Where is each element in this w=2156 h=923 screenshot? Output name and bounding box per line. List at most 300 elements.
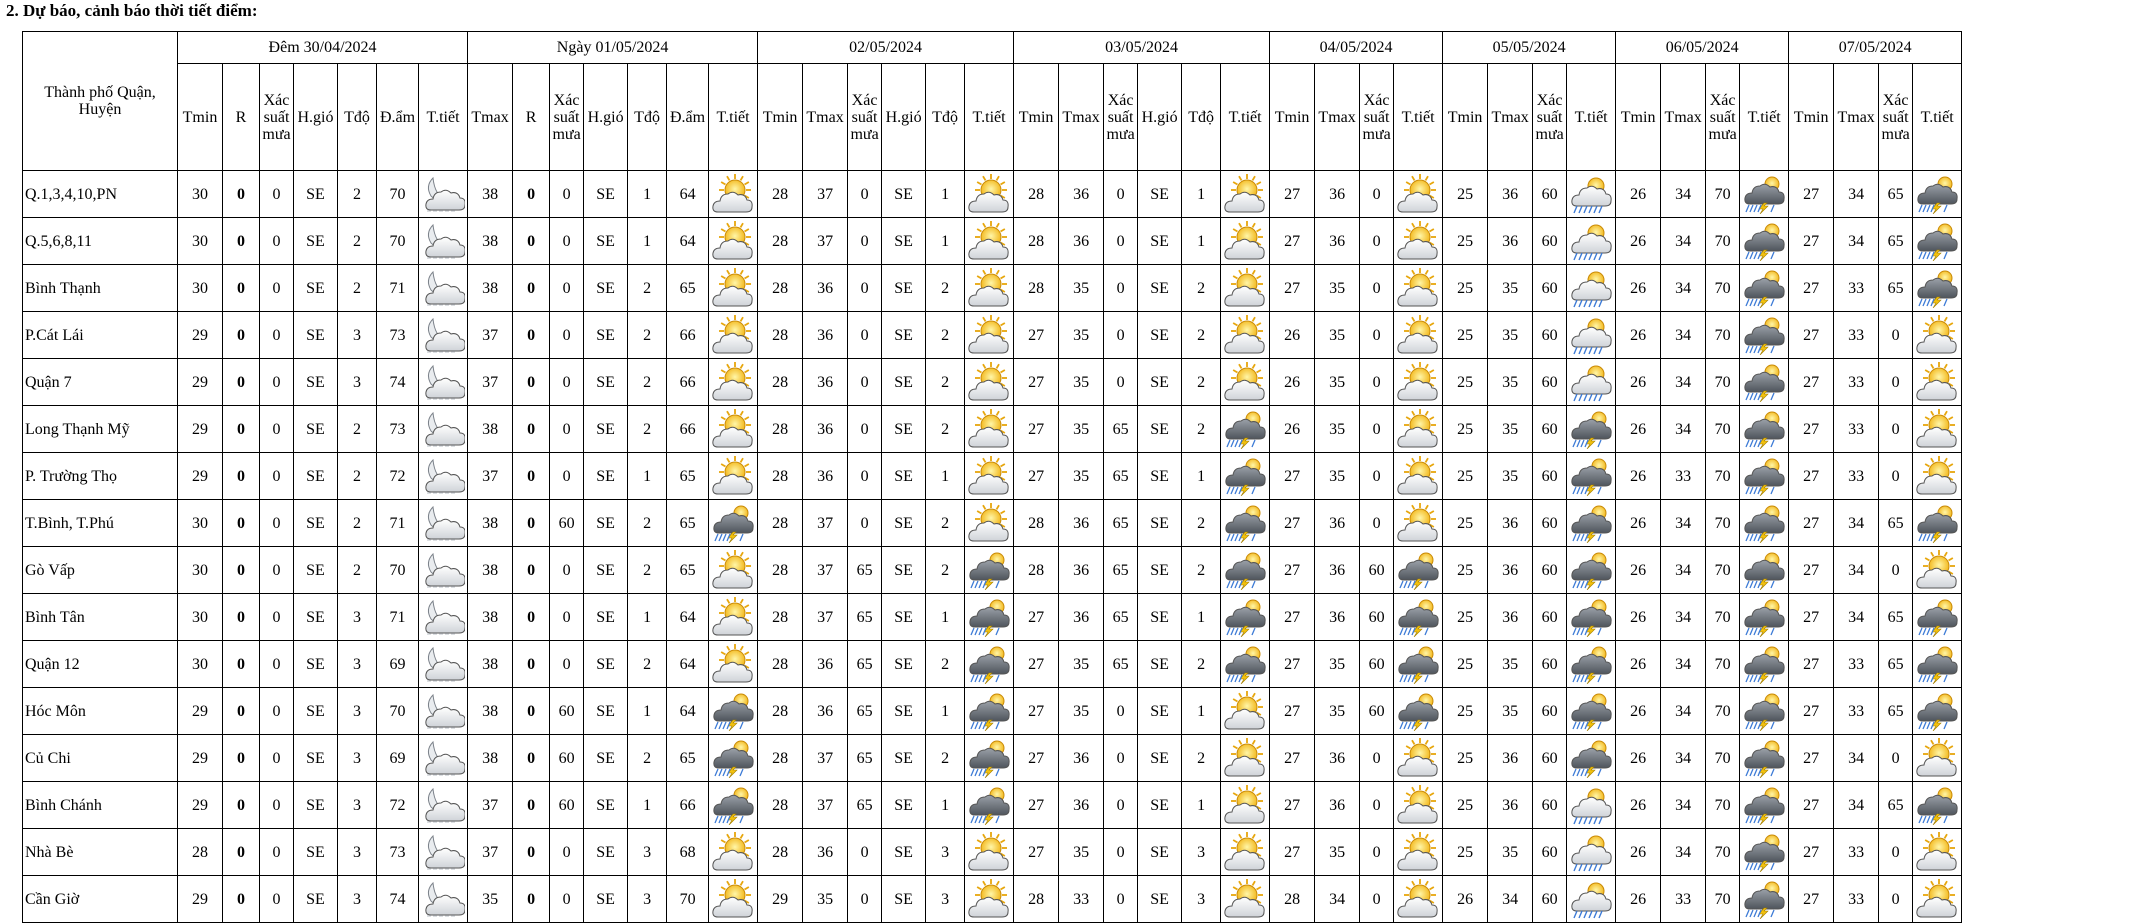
value-cell: 65 <box>667 453 709 500</box>
value-cell: 0 <box>513 359 550 406</box>
value-cell: 26 <box>1616 829 1661 876</box>
value-cell: 60 <box>1533 876 1567 923</box>
value-cell: 26 <box>1616 547 1661 594</box>
value-cell: 0 <box>848 500 882 547</box>
weather-icon-cell <box>1567 218 1616 265</box>
value-cell: 25 <box>1443 406 1488 453</box>
date-group-header: 06/05/2024 <box>1616 32 1789 64</box>
weather-icon-cell <box>709 641 758 688</box>
value-cell: 2 <box>628 312 667 359</box>
value-cell: SE <box>1138 688 1182 735</box>
table-row <box>23 829 1962 876</box>
value-cell: 28 <box>758 782 803 829</box>
value-cell: 0 <box>848 265 882 312</box>
value-cell: 36 <box>1059 500 1104 547</box>
night-cloudy-icon <box>421 691 465 731</box>
column-header: Tmax <box>1661 64 1706 171</box>
value-cell: 28 <box>1270 876 1315 923</box>
value-cell: 34 <box>1661 500 1706 547</box>
value-cell: 29 <box>178 688 223 735</box>
sunny-cloudy-icon <box>967 268 1011 308</box>
rain-shower-icon <box>1569 174 1613 214</box>
value-cell: 65 <box>1879 500 1913 547</box>
value-cell: 70 <box>377 171 419 218</box>
value-cell: 60 <box>1360 688 1394 735</box>
thunderstorm-icon <box>1223 644 1267 684</box>
value-cell: 2 <box>338 218 377 265</box>
value-cell: SE <box>584 829 628 876</box>
value-cell: 33 <box>1834 265 1879 312</box>
value-cell: 0 <box>1104 359 1138 406</box>
value-cell: 0 <box>513 735 550 782</box>
value-cell: 27 <box>1789 171 1834 218</box>
value-cell: 60 <box>1533 829 1567 876</box>
value-cell: 0 <box>260 218 294 265</box>
value-cell: 26 <box>1616 876 1661 923</box>
value-cell: 36 <box>1315 500 1360 547</box>
value-cell: 34 <box>1661 547 1706 594</box>
value-cell: 0 <box>260 406 294 453</box>
value-cell: 60 <box>1533 265 1567 312</box>
value-cell: SE <box>584 265 628 312</box>
value-cell: 28 <box>758 312 803 359</box>
place-name: Bình Chánh <box>23 782 178 829</box>
value-cell: SE <box>294 641 338 688</box>
value-cell: 0 <box>550 641 584 688</box>
weather-icon-cell <box>1913 500 1962 547</box>
value-cell: 28 <box>758 171 803 218</box>
value-cell: 65 <box>1104 500 1138 547</box>
sunny-cloudy-icon <box>711 174 755 214</box>
value-cell: SE <box>1138 547 1182 594</box>
weather-icon-cell <box>709 876 758 923</box>
value-cell: 3 <box>338 312 377 359</box>
sunny-cloudy-icon <box>1396 409 1440 449</box>
weather-icon-cell <box>1567 406 1616 453</box>
value-cell: 0 <box>1104 876 1138 923</box>
value-cell: 36 <box>1488 547 1533 594</box>
value-cell: 2 <box>628 406 667 453</box>
value-cell: 37 <box>468 453 513 500</box>
weather-icon-cell <box>1913 735 1962 782</box>
value-cell: 65 <box>848 782 882 829</box>
value-cell: 60 <box>1533 782 1567 829</box>
value-cell: 60 <box>1533 218 1567 265</box>
value-cell: 3 <box>1182 876 1221 923</box>
date-group-header: 04/05/2024 <box>1270 32 1443 64</box>
thunderstorm-icon <box>1742 503 1786 543</box>
thunderstorm-icon <box>1915 691 1959 731</box>
weather-icon-cell <box>1913 876 1962 923</box>
table-row <box>23 547 1962 594</box>
value-cell: 60 <box>1533 735 1567 782</box>
weather-icon-cell <box>1394 265 1443 312</box>
weather-icon-cell <box>419 312 468 359</box>
value-cell: 27 <box>1270 641 1315 688</box>
value-cell: 70 <box>1706 594 1740 641</box>
value-cell: SE <box>882 782 926 829</box>
place-name: Long Thạnh Mỹ <box>23 406 178 453</box>
value-cell: 2 <box>926 641 965 688</box>
value-cell: 65 <box>667 547 709 594</box>
thunderstorm-icon <box>1569 456 1613 496</box>
thunderstorm-icon <box>711 691 755 731</box>
value-cell: 3 <box>628 829 667 876</box>
value-cell: 37 <box>803 594 848 641</box>
value-cell: 36 <box>1488 171 1533 218</box>
thunderstorm-icon <box>967 644 1011 684</box>
rain-shower-icon <box>1569 268 1613 308</box>
thunderstorm-icon <box>1569 503 1613 543</box>
value-cell: 0 <box>1360 359 1394 406</box>
value-cell: 0 <box>1360 171 1394 218</box>
value-cell: 27 <box>1789 265 1834 312</box>
value-cell: 35 <box>1315 641 1360 688</box>
value-cell: 0 <box>1360 876 1394 923</box>
thunderstorm-icon <box>1223 503 1267 543</box>
value-cell: 0 <box>848 359 882 406</box>
weather-icon-cell <box>965 829 1014 876</box>
thunderstorm-icon <box>1915 785 1959 825</box>
sunny-cloudy-icon <box>1915 550 1959 590</box>
value-cell: 0 <box>223 688 260 735</box>
value-cell: 60 <box>1533 547 1567 594</box>
column-header: Tmin <box>1014 64 1059 171</box>
thunderstorm-icon <box>1742 597 1786 637</box>
sunny-cloudy-icon <box>711 221 755 261</box>
value-cell: 37 <box>803 782 848 829</box>
value-cell: 0 <box>260 735 294 782</box>
value-cell: 36 <box>803 359 848 406</box>
value-cell: 0 <box>260 171 294 218</box>
thunderstorm-icon <box>1396 691 1440 731</box>
thunderstorm-icon <box>1569 550 1613 590</box>
value-cell: 35 <box>803 876 848 923</box>
weather-icon-cell <box>1221 312 1270 359</box>
weather-icon-cell <box>965 594 1014 641</box>
column-header: Xác suất mưa <box>848 64 882 171</box>
table-row <box>23 876 1962 923</box>
night-cloudy-icon <box>421 409 465 449</box>
value-cell: 0 <box>1104 688 1138 735</box>
thunderstorm-icon <box>1569 644 1613 684</box>
weather-icon-cell <box>1221 218 1270 265</box>
weather-icon-cell <box>1740 876 1789 923</box>
value-cell: 0 <box>550 406 584 453</box>
weather-icon-cell <box>965 406 1014 453</box>
value-cell: 36 <box>1315 782 1360 829</box>
value-cell: 33 <box>1834 312 1879 359</box>
value-cell: SE <box>584 688 628 735</box>
value-cell: 69 <box>377 735 419 782</box>
value-cell: 25 <box>1443 735 1488 782</box>
value-cell: 0 <box>260 594 294 641</box>
value-cell: 29 <box>178 406 223 453</box>
value-cell: 0 <box>513 171 550 218</box>
value-cell: 36 <box>1059 218 1104 265</box>
value-cell: 29 <box>178 876 223 923</box>
column-header: Tmax <box>803 64 848 171</box>
value-cell: 65 <box>667 500 709 547</box>
sunny-cloudy-icon <box>1915 879 1959 919</box>
weather-icon-cell <box>1394 453 1443 500</box>
value-cell: 0 <box>1104 735 1138 782</box>
night-cloudy-icon <box>421 315 465 355</box>
value-cell: 36 <box>1059 171 1104 218</box>
value-cell: 2 <box>338 500 377 547</box>
value-cell: 36 <box>1488 500 1533 547</box>
sunny-cloudy-icon <box>967 174 1011 214</box>
value-cell: 70 <box>1706 453 1740 500</box>
weather-icon-cell <box>1567 312 1616 359</box>
date-group-header: Đêm 30/04/2024 <box>178 32 468 64</box>
value-cell: 27 <box>1789 641 1834 688</box>
weather-icon-cell <box>1567 500 1616 547</box>
place-name: Bình Thạnh <box>23 265 178 312</box>
night-cloudy-icon <box>421 174 465 214</box>
sunny-cloudy-icon <box>967 832 1011 872</box>
value-cell: 38 <box>468 594 513 641</box>
thunderstorm-icon <box>1396 644 1440 684</box>
column-header: T.tiết <box>419 64 468 171</box>
weather-icon-cell <box>1913 171 1962 218</box>
value-cell: SE <box>1138 782 1182 829</box>
weather-icon-cell <box>1740 406 1789 453</box>
value-cell: 35 <box>1488 312 1533 359</box>
value-cell: 0 <box>848 829 882 876</box>
value-cell: 35 <box>1315 265 1360 312</box>
thunderstorm-icon <box>1915 644 1959 684</box>
sunny-cloudy-icon <box>711 268 755 308</box>
value-cell: 0 <box>550 218 584 265</box>
sunny-cloudy-icon <box>1223 738 1267 778</box>
value-cell: 72 <box>377 782 419 829</box>
place-name: Nhà Bè <box>23 829 178 876</box>
sunny-cloudy-icon <box>1396 738 1440 778</box>
header-row-columns <box>23 64 1962 171</box>
value-cell: 36 <box>1315 171 1360 218</box>
value-cell: 34 <box>1661 641 1706 688</box>
value-cell: 33 <box>1834 453 1879 500</box>
value-cell: 60 <box>550 500 584 547</box>
value-cell: 0 <box>513 641 550 688</box>
sunny-cloudy-icon <box>1223 268 1267 308</box>
value-cell: 0 <box>1360 406 1394 453</box>
value-cell: SE <box>1138 876 1182 923</box>
value-cell: 0 <box>848 453 882 500</box>
value-cell: 27 <box>1270 171 1315 218</box>
value-cell: 70 <box>667 876 709 923</box>
value-cell: 35 <box>1315 829 1360 876</box>
weather-icon-cell <box>1740 453 1789 500</box>
column-header: Tmax <box>1059 64 1104 171</box>
value-cell: 27 <box>1014 782 1059 829</box>
weather-icon-cell <box>1913 312 1962 359</box>
value-cell: 28 <box>1014 171 1059 218</box>
value-cell: 27 <box>1270 265 1315 312</box>
value-cell: 1 <box>926 782 965 829</box>
weather-icon-cell <box>1221 782 1270 829</box>
value-cell: 2 <box>926 265 965 312</box>
value-cell: 26 <box>1616 406 1661 453</box>
value-cell: 27 <box>1014 829 1059 876</box>
value-cell: 37 <box>803 547 848 594</box>
value-cell: 28 <box>1014 547 1059 594</box>
date-group-header: 03/05/2024 <box>1014 32 1270 64</box>
value-cell: 2 <box>628 641 667 688</box>
night-cloudy-icon <box>421 456 465 496</box>
sunny-cloudy-icon <box>1223 879 1267 919</box>
thunderstorm-icon <box>1569 691 1613 731</box>
value-cell: 0 <box>223 594 260 641</box>
weather-icon-cell <box>1567 359 1616 406</box>
value-cell: 35 <box>1059 265 1104 312</box>
column-header: Xác suất mưa <box>1104 64 1138 171</box>
value-cell: 70 <box>1706 829 1740 876</box>
value-cell: 2 <box>1182 547 1221 594</box>
weather-icon-cell <box>1221 594 1270 641</box>
value-cell: 26 <box>1270 406 1315 453</box>
value-cell: 2 <box>338 406 377 453</box>
value-cell: 70 <box>1706 876 1740 923</box>
weather-icon-cell <box>1740 500 1789 547</box>
value-cell: 37 <box>468 829 513 876</box>
weather-icon-cell <box>419 547 468 594</box>
column-header: T.tiết <box>709 64 758 171</box>
value-cell: 60 <box>1533 171 1567 218</box>
night-cloudy-icon <box>421 503 465 543</box>
value-cell: 35 <box>1488 265 1533 312</box>
value-cell: 36 <box>803 406 848 453</box>
value-cell: 70 <box>1706 406 1740 453</box>
value-cell: SE <box>1138 312 1182 359</box>
value-cell: 27 <box>1789 735 1834 782</box>
value-cell: 70 <box>1706 688 1740 735</box>
value-cell: 36 <box>1315 735 1360 782</box>
value-cell: 30 <box>178 265 223 312</box>
value-cell: 37 <box>803 735 848 782</box>
rain-shower-icon <box>1569 315 1613 355</box>
night-cloudy-icon <box>421 221 465 261</box>
value-cell: 3 <box>338 688 377 735</box>
value-cell: 3 <box>338 735 377 782</box>
value-cell: 34 <box>1834 735 1879 782</box>
value-cell: 37 <box>803 500 848 547</box>
thunderstorm-icon <box>1223 456 1267 496</box>
column-header: Tmin <box>758 64 803 171</box>
night-cloudy-icon <box>421 644 465 684</box>
value-cell: 34 <box>1661 594 1706 641</box>
value-cell: 3 <box>926 829 965 876</box>
place-name: P. Trường Thọ <box>23 453 178 500</box>
value-cell: 66 <box>667 782 709 829</box>
weather-icon-cell <box>419 641 468 688</box>
value-cell: 60 <box>1533 406 1567 453</box>
value-cell: SE <box>1138 453 1182 500</box>
value-cell: 2 <box>338 265 377 312</box>
value-cell: 0 <box>223 218 260 265</box>
value-cell: 66 <box>667 359 709 406</box>
value-cell: 35 <box>1059 312 1104 359</box>
value-cell: 27 <box>1789 594 1834 641</box>
column-header: Xác suất mưa <box>260 64 294 171</box>
value-cell: SE <box>294 312 338 359</box>
sunny-cloudy-icon <box>1396 315 1440 355</box>
value-cell: 1 <box>628 218 667 265</box>
value-cell: 2 <box>926 547 965 594</box>
value-cell: 2 <box>1182 312 1221 359</box>
value-cell: 73 <box>377 312 419 359</box>
value-cell: 35 <box>1059 829 1104 876</box>
value-cell: 0 <box>1360 782 1394 829</box>
value-cell: SE <box>882 735 926 782</box>
value-cell: 70 <box>1706 312 1740 359</box>
value-cell: 0 <box>1879 312 1913 359</box>
value-cell: 66 <box>667 406 709 453</box>
value-cell: 65 <box>1879 171 1913 218</box>
value-cell: SE <box>882 218 926 265</box>
value-cell: 34 <box>1834 594 1879 641</box>
value-cell: 0 <box>223 547 260 594</box>
weather-icon-cell <box>965 782 1014 829</box>
weather-icon-cell <box>709 218 758 265</box>
value-cell: 26 <box>1616 641 1661 688</box>
weather-icon-cell <box>965 735 1014 782</box>
value-cell: 26 <box>1616 688 1661 735</box>
value-cell: 35 <box>468 876 513 923</box>
value-cell: 70 <box>1706 171 1740 218</box>
weather-icon-cell <box>1740 782 1789 829</box>
value-cell: 60 <box>1533 594 1567 641</box>
value-cell: 60 <box>550 782 584 829</box>
value-cell: 34 <box>1834 218 1879 265</box>
thunderstorm-icon <box>711 738 755 778</box>
place-name: Củ Chi <box>23 735 178 782</box>
value-cell: 25 <box>1443 782 1488 829</box>
value-cell: 0 <box>513 782 550 829</box>
value-cell: SE <box>584 312 628 359</box>
table-row <box>23 594 1962 641</box>
value-cell: SE <box>584 782 628 829</box>
value-cell: 27 <box>1270 547 1315 594</box>
value-cell: 65 <box>848 641 882 688</box>
thunderstorm-icon <box>1742 456 1786 496</box>
sunny-cloudy-icon <box>711 879 755 919</box>
value-cell: 0 <box>550 594 584 641</box>
night-cloudy-icon <box>421 738 465 778</box>
weather-icon-cell <box>1567 265 1616 312</box>
value-cell: 1 <box>628 453 667 500</box>
value-cell: 36 <box>1488 735 1533 782</box>
value-cell: SE <box>294 829 338 876</box>
value-cell: 3 <box>338 641 377 688</box>
table-row <box>23 406 1962 453</box>
value-cell: 34 <box>1661 688 1706 735</box>
weather-icon-cell <box>1567 735 1616 782</box>
thunderstorm-icon <box>967 785 1011 825</box>
value-cell: 0 <box>260 359 294 406</box>
weather-icon-cell <box>419 782 468 829</box>
value-cell: 38 <box>468 735 513 782</box>
value-cell: 35 <box>1059 406 1104 453</box>
thunderstorm-icon <box>1569 597 1613 637</box>
value-cell: 36 <box>1315 218 1360 265</box>
value-cell: 34 <box>1661 218 1706 265</box>
sunny-cloudy-icon <box>711 644 755 684</box>
value-cell: 33 <box>1834 876 1879 923</box>
weather-icon-cell <box>1221 406 1270 453</box>
table-row <box>23 359 1962 406</box>
